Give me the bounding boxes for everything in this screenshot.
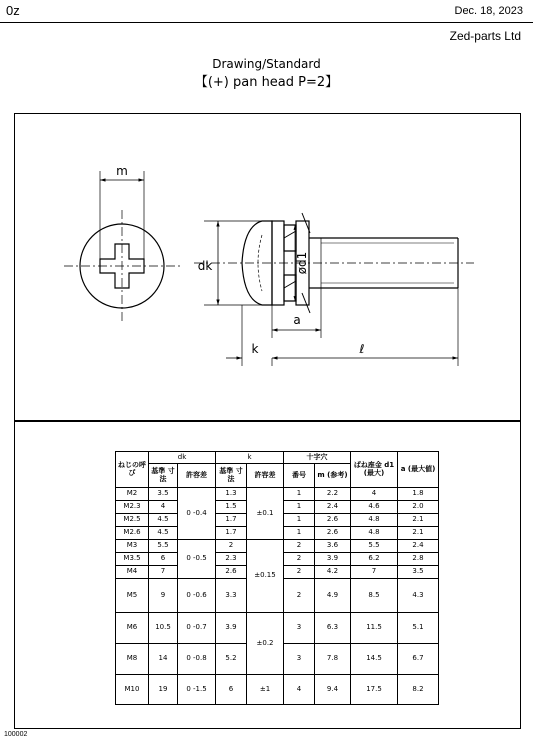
cell-d1: 17.5 bbox=[351, 675, 398, 705]
cell-a: 6.7 bbox=[398, 644, 439, 675]
cell-no: 2 bbox=[284, 566, 315, 579]
cell-no: 3 bbox=[284, 613, 315, 644]
cell-name: M3 bbox=[116, 540, 149, 553]
cell-m: 9.4 bbox=[315, 675, 351, 705]
cell-d1: 8.5 bbox=[351, 579, 398, 613]
cell-d1: 4.6 bbox=[351, 501, 398, 514]
cell-a: 2.0 bbox=[398, 501, 439, 514]
cell-m: 2.6 bbox=[315, 514, 351, 527]
cell-no: 2 bbox=[284, 540, 315, 553]
cell-name: M2.5 bbox=[116, 514, 149, 527]
cell-a: 5.1 bbox=[398, 613, 439, 644]
dim-label-d1: ød1 bbox=[295, 251, 309, 275]
cell-dk: 9 bbox=[149, 579, 178, 613]
cell-no: 3 bbox=[284, 644, 315, 675]
cell-k-tol: ±1 bbox=[247, 675, 284, 705]
cell-a: 2.1 bbox=[398, 527, 439, 540]
screw-top-view bbox=[64, 171, 180, 323]
cell-dk-tol: 0 -0.8 bbox=[178, 644, 216, 675]
header-cross-m: m (参考) bbox=[315, 464, 351, 488]
cell-k: 2.3 bbox=[216, 553, 247, 566]
cell-k-tol: ±0.2 bbox=[247, 613, 284, 675]
cell-k: 3.3 bbox=[216, 579, 247, 613]
cell-dk: 4.5 bbox=[149, 527, 178, 540]
cell-a: 3.5 bbox=[398, 566, 439, 579]
header-k-tol: 許容差 bbox=[247, 464, 284, 488]
cell-k: 1.7 bbox=[216, 514, 247, 527]
cell-a: 1.8 bbox=[398, 488, 439, 501]
table-row bbox=[116, 488, 439, 501]
cell-d1: 7 bbox=[351, 566, 398, 579]
header-k: k bbox=[216, 452, 284, 464]
cell-dk: 5.5 bbox=[149, 540, 178, 553]
cell-m: 4.2 bbox=[315, 566, 351, 579]
cell-dk: 3.5 bbox=[149, 488, 178, 501]
cell-dk: 14 bbox=[149, 644, 178, 675]
cell-dk-tol: 0 -0.4 bbox=[178, 488, 216, 540]
cell-name: M3.5 bbox=[116, 553, 149, 566]
cell-dk-tol: 0 -0.7 bbox=[178, 613, 216, 644]
dimension-table bbox=[115, 451, 439, 705]
cell-d1: 11.5 bbox=[351, 613, 398, 644]
header-d1: ばね座金 d1 (最大) bbox=[351, 452, 398, 488]
table-row bbox=[116, 675, 439, 705]
cell-k: 6 bbox=[216, 675, 247, 705]
cell-k: 1.3 bbox=[216, 488, 247, 501]
dim-label-m: m bbox=[116, 164, 128, 178]
dim-label-l: ℓ bbox=[359, 342, 365, 356]
cell-no: 1 bbox=[284, 501, 315, 514]
cell-dk: 4.5 bbox=[149, 514, 178, 527]
cell-m: 2.6 bbox=[315, 527, 351, 540]
company-name: Zed-parts Ltd bbox=[449, 29, 521, 43]
cell-k: 2 bbox=[216, 540, 247, 553]
screw-side-view bbox=[194, 213, 474, 366]
screw-drawing bbox=[14, 113, 519, 419]
cell-name: M4 bbox=[116, 566, 149, 579]
table-row bbox=[116, 540, 439, 553]
cell-k-tol: ±0.1 bbox=[247, 488, 284, 540]
cell-no: 2 bbox=[284, 579, 315, 613]
header-dk-tol: 許容差 bbox=[178, 464, 216, 488]
cell-dk-tol: 0 -1.5 bbox=[178, 675, 216, 705]
cell-name: M5 bbox=[116, 579, 149, 613]
cell-no: 1 bbox=[284, 527, 315, 540]
cell-k: 1.5 bbox=[216, 501, 247, 514]
table-row bbox=[116, 613, 439, 644]
cell-dk: 19 bbox=[149, 675, 178, 705]
cell-d1: 4.8 bbox=[351, 527, 398, 540]
header-name: ねじの呼び bbox=[116, 452, 149, 488]
cell-k: 5.2 bbox=[216, 644, 247, 675]
header-divider bbox=[0, 22, 533, 23]
cell-m: 2.4 bbox=[315, 501, 351, 514]
cell-no: 4 bbox=[284, 675, 315, 705]
header-date: Dec. 18, 2023 bbox=[454, 5, 523, 17]
document-code: 100002 bbox=[4, 731, 28, 738]
cell-m: 7.8 bbox=[315, 644, 351, 675]
cell-m: 6.3 bbox=[315, 613, 351, 644]
cell-k: 2.6 bbox=[216, 566, 247, 579]
header-a: a (最大値) bbox=[398, 452, 439, 488]
cell-m: 3.6 bbox=[315, 540, 351, 553]
cell-no: 1 bbox=[284, 488, 315, 501]
cell-k: 1.7 bbox=[216, 527, 247, 540]
cell-no: 1 bbox=[284, 514, 315, 527]
header-dk: dk bbox=[149, 452, 216, 464]
cell-name: M8 bbox=[116, 644, 149, 675]
document-subtitle: 【(+) pan head P=2】 bbox=[194, 75, 339, 90]
cell-m: 2.2 bbox=[315, 488, 351, 501]
cell-a: 2.4 bbox=[398, 540, 439, 553]
cell-name: M2 bbox=[116, 488, 149, 501]
cell-k: 3.9 bbox=[216, 613, 247, 644]
cell-dk: 6 bbox=[149, 553, 178, 566]
cell-d1: 4.8 bbox=[351, 514, 398, 527]
cell-name: M2.3 bbox=[116, 501, 149, 514]
cell-dk-tol: 0 -0.5 bbox=[178, 540, 216, 579]
cell-m: 3.9 bbox=[315, 553, 351, 566]
header-cross: 十字穴 bbox=[284, 452, 351, 464]
dim-label-a: a bbox=[293, 313, 301, 327]
cell-d1: 6.2 bbox=[351, 553, 398, 566]
cell-d1: 14.5 bbox=[351, 644, 398, 675]
dim-label-k: k bbox=[251, 342, 259, 356]
cell-d1: 5.5 bbox=[351, 540, 398, 553]
dim-label-dk: dk bbox=[197, 259, 213, 273]
cell-a: 8.2 bbox=[398, 675, 439, 705]
document-title: Drawing/Standard bbox=[212, 57, 321, 71]
cell-no: 2 bbox=[284, 553, 315, 566]
cell-dk-tol: 0 -0.6 bbox=[178, 579, 216, 613]
cell-dk: 7 bbox=[149, 566, 178, 579]
header-dk-basic: 基準 寸法 bbox=[149, 464, 178, 488]
cell-name: M10 bbox=[116, 675, 149, 705]
cell-d1: 4 bbox=[351, 488, 398, 501]
header-left-text: 0z bbox=[6, 3, 20, 18]
header-k-basic: 基準 寸法 bbox=[216, 464, 247, 488]
cell-a: 4.3 bbox=[398, 579, 439, 613]
header-cross-no: 番号 bbox=[284, 464, 315, 488]
cell-name: M2.6 bbox=[116, 527, 149, 540]
cell-dk: 10.5 bbox=[149, 613, 178, 644]
cell-dk: 4 bbox=[149, 501, 178, 514]
cell-a: 2.8 bbox=[398, 553, 439, 566]
cell-m: 4.9 bbox=[315, 579, 351, 613]
cell-a: 2.1 bbox=[398, 514, 439, 527]
cell-name: M6 bbox=[116, 613, 149, 644]
cell-k-tol: ±0.15 bbox=[247, 540, 284, 613]
